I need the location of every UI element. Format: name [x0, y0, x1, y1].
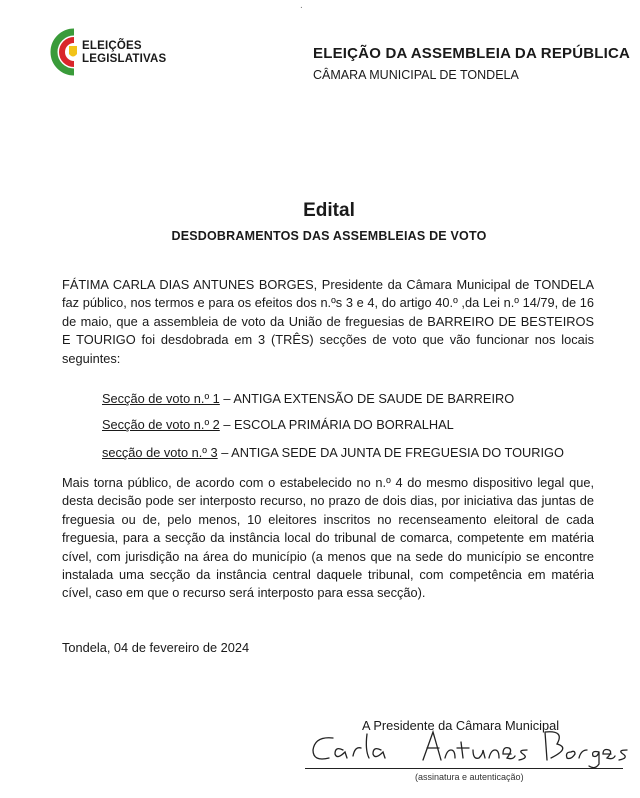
paragraph-appeal: Mais torna público, de acordo com o estabelecido no n.º 4 do mesmo dispositivo legal que, desta decisão pode ser interposto recurso, no prazo de dois dias, por iniciativa das juntas de freguesia ou de, pelo menos, 10 eleitores inscritos no recenseamento eleitoral de cada freguesia, para a secção da instância local do tribunal de comarca, competente em matéria cível, com jurisdição na área do município (a menos que na sede do município se encontre instalada uma secção da instância central daquele tribunal, com competência em matéria cível, caso em que o recurso será interposto para essa secção). — [62, 475, 594, 601]
document-date: Tondela, 04 de fevereiro de 2024 — [62, 640, 250, 655]
section-label: secção de voto n.º 3 — [102, 445, 218, 460]
signature-role: A Presidente da Câmara Municipal — [362, 718, 560, 733]
signature-line — [305, 768, 623, 769]
logo-line-2: LEGISLATIVAS — [82, 53, 167, 65]
section-place: – ANTIGA EXTENSÃO DE SAUDE DE BARREIRO — [219, 391, 515, 406]
logo-line-1: ELEIÇÕES — [82, 40, 142, 52]
list-item — [102, 390, 514, 408]
header-subtitle: CÂMARA MUNICIPAL DE TONDELA — [313, 68, 519, 82]
list-item — [102, 416, 454, 434]
handwritten-signature — [295, 720, 635, 772]
scan-mark: . — [300, 0, 303, 11]
logo-text — [82, 40, 166, 66]
document-title: Edital — [303, 200, 355, 221]
header-title: ELEIÇÃO DA ASSEMBLEIA DA REPÚBLICA — [313, 45, 631, 62]
document-subtitle: DESDOBRAMENTOS DAS ASSEMBLEIAS DE VOTO — [171, 229, 487, 243]
section-place: – ANTIGA SEDE DA JUNTA DE FREGUESIA DO TOURIGO — [217, 445, 564, 460]
signature-caption: (assinatura e autenticação) — [415, 772, 524, 782]
section-place: – ESCOLA PRIMÁRIA DO BORRALHAL — [219, 417, 454, 432]
section-label: Secção de voto n.º 2 — [102, 417, 220, 432]
paragraph-intro: FÁTIMA CARLA DIAS ANTUNES BORGES, Presidente da Câmara Municipal de TONDELA faz público, nos termos e para os efeitos dos n.ºs 3 e 4, do artigo 40.º ,da Lei n.º 14/79, de 16 de maio, que a assembleia de voto da União de freguesias de BARREIRO DE BESTEIROS E TOURIGO foi desdobrada em 3 (TRÊS) secções de voto que vão funcionar nos locais seguintes: — [62, 277, 594, 366]
section-label: Secção de voto n.º 1 — [102, 391, 220, 406]
list-item — [102, 444, 564, 462]
